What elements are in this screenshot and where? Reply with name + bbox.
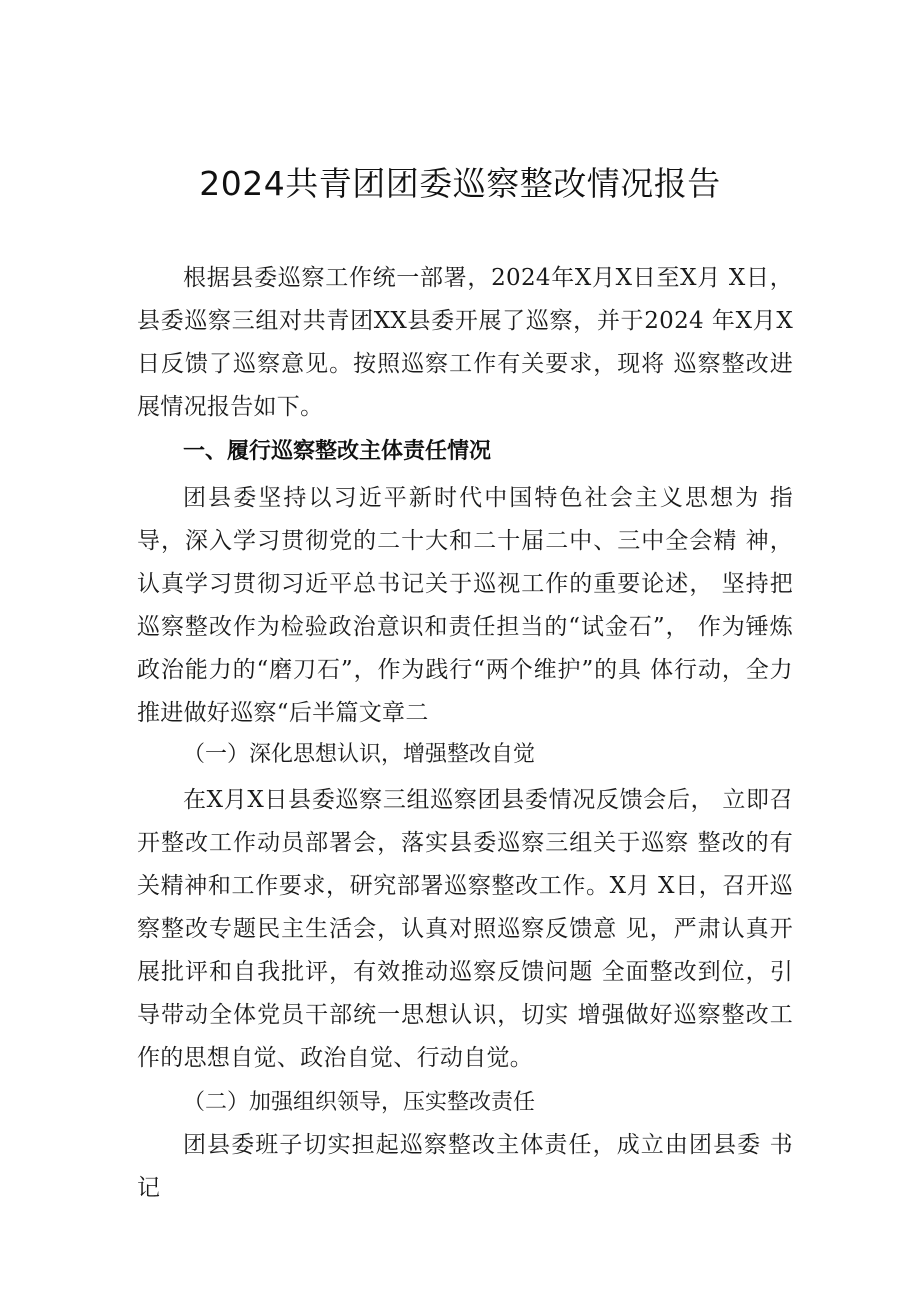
subsection-2-paragraph: 团县委班子切实担起巡察整改主体责任，成立由团县委 书记	[137, 1132, 793, 1201]
intro-paragraph: 根据县委巡察工作统一部署，2024年X月X日至X月 X日，县委巡察三组对共青团XX县委开展了巡察，并于2024 年X月X日反馈了巡察意见。按照巡察工作有关要求，现将 巡察整改进展情况报告如下。	[137, 265, 793, 420]
subsection-2-block	[137, 1124, 793, 1210]
subsection-1-paragraph: 在X月X日县委巡察三组巡察团县委情况反馈会后， 立即召开整改工作动员部署会，落实县委巡察三组关于巡察 整改的有关精神和工作要求，研究部署巡察整改工作。X月 X日，召开巡察整改专题民主生活会，认真对照巡察反馈意 见，严肃认真开展批评和自我批评，有效推动巡察反馈问题 全面整改到位，引导带动全体党员干部统一思想认识，切实 增强做好巡察整改工作的思想自觉、政治自觉、行动自觉。	[137, 787, 793, 1071]
document-title: 2024共青团团委巡察整改情况报告	[199, 164, 721, 203]
subsection-1-heading: （一）深化思想认识，增强整改自觉	[183, 742, 536, 767]
section-1-block	[137, 477, 793, 735]
section-1-paragraph: 团县委坚持以习近平新时代中国特色社会主义思想为 指导，深入学习贯彻党的二十大和二十届二中、三中全会精 神，认真学习贯彻习近平总书记关于巡视工作的重要论述， 坚持把巡察整改作为检验政治意识和责任担当的“试金石”， 作为锤炼政治能力的“磨刀石”，作为践行“两个维护”的具 体行动，全力推进做好巡察“后半篇文章二	[137, 485, 793, 726]
subsection-1-block	[137, 779, 793, 1080]
subsection-2-heading: （二）加强组织领导，压实整改责任	[183, 1090, 536, 1115]
intro-block	[137, 257, 793, 429]
section-1-heading: 一、履行巡察整改主体责任情况	[183, 439, 492, 464]
